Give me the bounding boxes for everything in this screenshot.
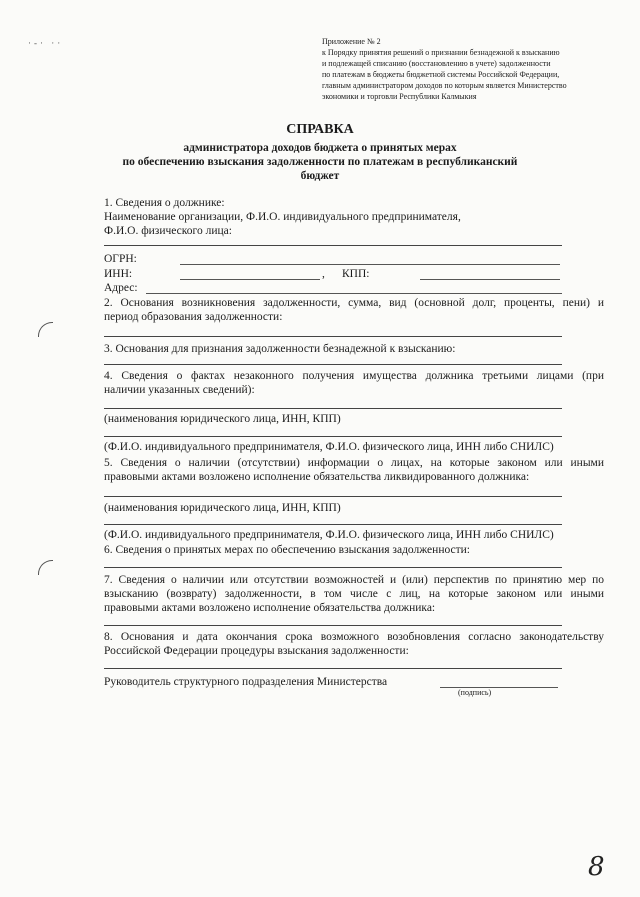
section-1-text: Наименование организации, Ф.И.О. индивидуального предпринимателя,: [104, 211, 461, 223]
caption-legal-entity: (наименования юридического лица, ИНН, КПП): [104, 413, 341, 425]
section-1-heading: 1. Сведения о должнике:: [104, 197, 225, 209]
address-label: Адрес:: [104, 282, 138, 294]
scan-specks: ·-· ··: [28, 38, 64, 48]
fill-line: [104, 336, 562, 337]
section-8-text: Российской Федерации процедуры взыскания задолженности:: [104, 645, 409, 657]
page-number: 8: [588, 852, 605, 882]
document-subtitle: бюджет: [300, 170, 340, 182]
address-field-line: [146, 293, 562, 294]
section-7-text: взысканию (возврату) задолженности, в том числе с лиц, на которые законом или иными: [104, 588, 604, 600]
caption-person: (Ф.И.О. индивидуального предпринимателя, Ф.И.О. физического лица, ИНН либо СНИЛС): [104, 529, 554, 541]
fill-line: [104, 496, 562, 497]
fill-line: [104, 245, 562, 246]
hole-punch-mark: [38, 560, 53, 575]
caption-legal-entity: (наименования юридического лица, ИНН, КПП): [104, 502, 341, 514]
section-2-text: 2. Основания возникновения задолженности, сумма, вид (основной долг, проценты, пени) и: [104, 297, 604, 309]
fill-line: [104, 668, 562, 669]
document-title: СПРАВКА: [286, 122, 354, 137]
document-subtitle: администратора доходов бюджета о принятых мерах: [183, 142, 457, 154]
fill-line: [104, 436, 562, 437]
section-5-text: правовыми актами возложено исполнение обязательства ликвидированного должника:: [104, 471, 530, 483]
fill-line: [104, 408, 562, 409]
section-5-text: 5. Сведения о наличии (отсутствии) информации о лицах, на которые законом или иными: [104, 457, 604, 469]
section-7-text: правовыми актами возложено исполнение обязательства должника:: [104, 602, 436, 614]
appendix-line: экономики и торговли Республики Калмыкия: [322, 92, 477, 101]
caption-person: (Ф.И.О. индивидуального предпринимателя, Ф.И.О. физического лица, ИНН либо СНИЛС): [104, 441, 554, 453]
inn-field-line: [180, 279, 320, 280]
appendix-line: Приложение № 2: [322, 37, 381, 46]
appendix-line: по платежам в бюджеты бюджетной системы Российской Федерации,: [322, 70, 560, 79]
signature-caption: (подпись): [458, 688, 492, 697]
signature-label: Руководитель структурного подразделения Министерства: [104, 676, 388, 688]
appendix-note: [322, 36, 622, 102]
fill-line: [104, 567, 562, 568]
inn-label: ИНН:: [104, 268, 133, 280]
appendix-line: главным администратором доходов по которым является Министерство: [322, 81, 567, 90]
document-subtitle: по обеспечению взыскания задолженности по платежам в республиканский: [122, 156, 518, 168]
fill-line: [104, 364, 562, 365]
section-4-text: 4. Сведения о фактах незаконного получения имущества должника третьими лицами (при: [104, 370, 604, 382]
appendix-line: к Порядку принятия решений о признании безнадежной к взысканию: [322, 48, 560, 57]
section-2-text: период образования задолженности:: [104, 311, 283, 323]
ogrn-label: ОГРН:: [104, 253, 137, 265]
section-6-text: 6. Сведения о принятых мерах по обеспечению взыскания задолженности:: [104, 544, 470, 556]
section-4-text: наличии указанных сведений):: [104, 384, 255, 396]
section-1-text: Ф.И.О. физического лица:: [104, 225, 232, 237]
ogrn-field-line: [180, 264, 560, 265]
section-3-text: 3. Основания для признания задолженности безнадежной к взысканию:: [104, 343, 456, 355]
kpp-label: КПП:: [342, 268, 370, 280]
kpp-field-line: [420, 279, 560, 280]
fill-line: [104, 524, 562, 525]
hole-punch-mark: [38, 322, 53, 337]
appendix-line: и подлежащей списанию (восстановлению в учете) задолженности: [322, 59, 551, 68]
fill-line: [104, 625, 562, 626]
section-7-text: 7. Сведения о наличии или отсутствии возможностей и (или) перспектив по принятию мер по: [104, 574, 604, 586]
inn-comma: ,: [322, 268, 325, 280]
section-8-text: 8. Основания и дата окончания срока возможного возобновления согласно законодательству: [104, 631, 604, 643]
